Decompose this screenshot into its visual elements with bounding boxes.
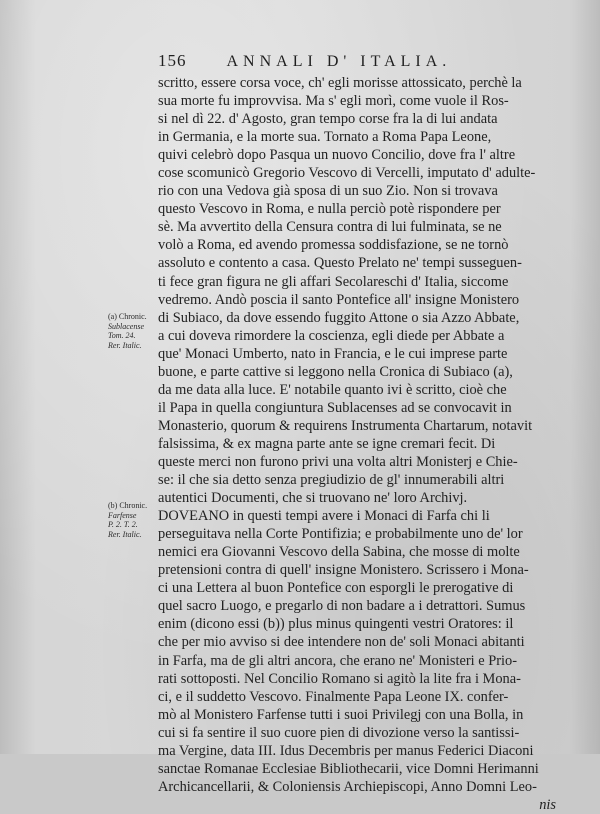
text-line: assoluto e contento a casa. Questo Prelato ne' tempi susseguen- <box>158 255 522 272</box>
body-text <box>158 74 560 814</box>
margin-note-b <box>108 501 160 539</box>
text-line: rio con una Vedova già sposa di un suo Zio. Non si trovava <box>158 183 498 200</box>
margin-note-line: Sublacense <box>108 321 144 331</box>
text-line: in Farfa, ma de gli altri ancora, che erano ne' Monisteri e Prio- <box>158 652 518 669</box>
text-line: ti fece gran figura ne gli affari Secolareschi d' Italia, siccome <box>158 273 509 290</box>
text-line: perseguitava nella Corte Pontifizia; e probabilmente uno de' lor <box>158 526 523 543</box>
text-line: cui si fa sentire il suo cuore pien di divozione verso la santissi- <box>158 724 520 741</box>
text-line: autentici Documenti, che si truovano ne' loro Archivj. <box>158 490 468 507</box>
text-line: ci, e il suddetto Vescovo. Finalmente Papa Leone IX. confer- <box>158 688 509 705</box>
text-line: queste merci non furono privi una volta altri Monisterj e Chie- <box>158 453 518 470</box>
running-title: ANNALI D' ITALIA. <box>226 53 452 70</box>
margin-note-line: Tom. 24. <box>108 331 136 340</box>
text-line: volò a Roma, ed avendo promessa soddisfazione, se ne tornò <box>158 237 509 254</box>
text-line: nemici era Giovanni Vescovo della Sabina, che mosse di molte <box>158 544 520 561</box>
margin-note-a <box>108 312 160 350</box>
text-line: buone, e parte cattive si leggono nella Cronica di Subiaco (a), <box>158 363 513 380</box>
text-line: da me data alla luce. E' notabile quanto ivi è scritto, cioè che <box>158 381 507 398</box>
page-number: 156 <box>158 51 187 70</box>
text-line: mò al Monistero Farfense tutti i suoi Privilegj con una Bolla, in <box>158 706 524 723</box>
text-line: enim (dicono essi (b)) plus minus quingenti vestri Oratores: il <box>158 616 514 633</box>
text-line: a cui doveva rimordere la coscienza, egli diede per Abbate a <box>158 327 505 344</box>
text-line: in Germania, e la morte sua. Tornato a Roma Papa Leone, <box>158 129 492 146</box>
text-line: scritto, essere corsa voce, ch' egli morisse attossicato, perchè la <box>158 75 522 91</box>
text-line: pretensioni contra di quell' insigne Monistero. Scrissero i Mona- <box>158 562 529 579</box>
text-line: quel sacro Luogo, e pregarlo di non badare a i detrattori. Sumus <box>158 598 526 615</box>
margin-note-line: Farfense <box>108 510 137 520</box>
text-line: cose scomunicò Gregorio Vescovo di Vercelli, imputato d' adulte- <box>158 165 536 182</box>
text-line: sè. Ma avvertito della Censura contra di lui fulminata, se ne <box>158 219 502 236</box>
text-line: DOVEANO in questi tempi avere i Monaci di Farfa chi li <box>158 508 490 525</box>
text-line: rati sottoposti. Nel Concilio Romano si agitò la lite fra i Mona- <box>158 670 521 687</box>
margin-note-line: P. 2. T. 2. <box>108 520 138 529</box>
page-header <box>158 51 468 71</box>
text-line: que' Monaci Umberto, nato in Francia, e le cui imprese parte <box>158 345 508 362</box>
text-line: falsissima, & ex magna parte ante se igne cremari fecit. Di <box>158 435 496 452</box>
text-line: ma Vergine, data III. Idus Decembris per manus Federici Diaconi <box>158 742 534 759</box>
text-line: questo Vescovo in Roma, e nulla perciò potè rispondere per <box>158 201 501 218</box>
text-line: ci una Lettera al buon Pontefice con esporgli le prerogative di <box>158 580 514 597</box>
text-line: Monasterio, quorum & requirens Instrumenta Chartarum, notavit <box>158 417 533 434</box>
margin-note-line: Rer. Italic. <box>108 340 142 350</box>
text-line: sua morte fu improvvisa. Ma s' egli morì, come vuole il Ros- <box>158 93 509 110</box>
text-line: sanctae Romanae Ecclesiae Bibliothecarii, vice Domni Herimanni <box>158 760 539 777</box>
text-line: vedremo. Andò poscia il santo Pontefice all' insigne Monistero <box>158 291 520 308</box>
margin-note-line: (b) Chronic. <box>108 501 148 510</box>
text-line: di Subiaco, da dove essendo fuggito Attone o sia Azzo Abbate, <box>158 309 520 326</box>
text-line: che per mio avviso si dee intendere non de' soli Monaci abitanti <box>158 634 525 651</box>
catchword: nis <box>539 796 556 813</box>
text-line: Archicancellarii, & Coloniensis Archiepiscopi, Anno Domni Leo- <box>158 778 537 795</box>
text-line: si nel dì 22. d' Agosto, gran tempo corse fra la di lui andata <box>158 111 498 128</box>
text-line: se: il che sia detto senza pregiudizio de gl' innumerabili altri <box>158 472 505 489</box>
margin-note-line: (a) Chronic. <box>108 312 147 321</box>
text-line: il Papa in quella congiuntura Sublacenses ad se convocavit in <box>158 399 512 416</box>
margin-note-line: Rer. Italic. <box>108 529 142 539</box>
text-line: quivi celebrò dopo Pasqua un nuovo Concilio, dove fra l' altre <box>158 147 516 164</box>
